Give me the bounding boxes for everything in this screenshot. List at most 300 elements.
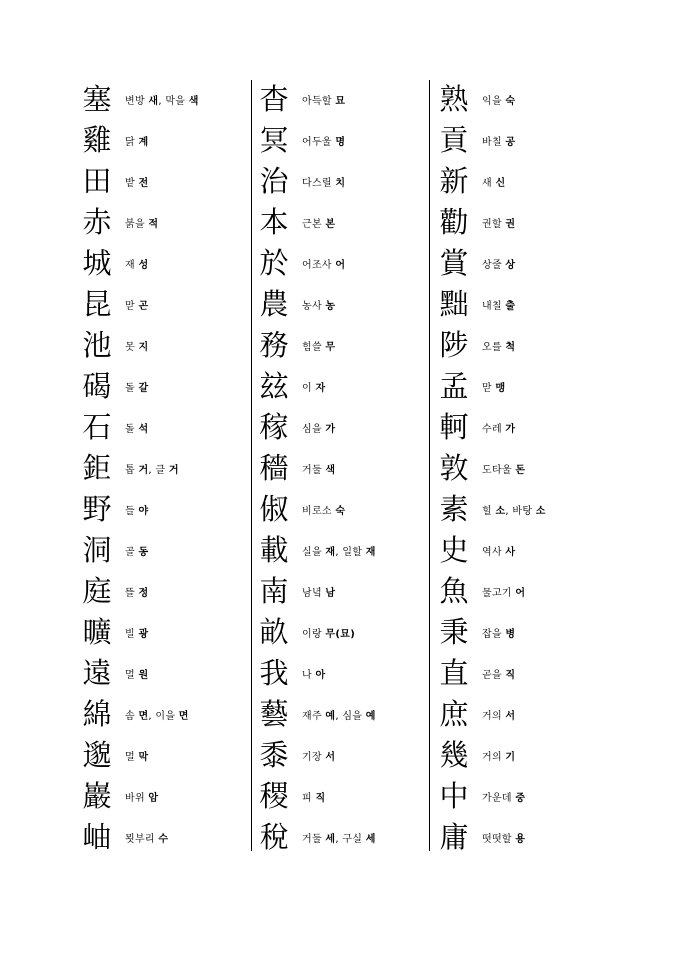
gloss-reading: 명 (335, 137, 346, 148)
hanja-character: 冥 (259, 123, 289, 157)
gloss-reading: 전 (138, 178, 149, 189)
hanja-character: 黜 (439, 287, 469, 321)
gloss-meaning: 내칠 (482, 301, 502, 312)
hanja-entry (436, 284, 608, 325)
gloss-meaning: 남녘 (302, 588, 322, 599)
hanja-gloss: 힐 소, 바탕 소 (482, 506, 546, 517)
hanja-character: 昆 (82, 287, 112, 321)
hanja-gloss (125, 584, 148, 599)
hanja-character: 庸 (439, 820, 469, 854)
hanja-column-2 (256, 79, 428, 858)
gloss-meaning: 익을 (482, 96, 502, 107)
hanja-entry (436, 448, 608, 489)
hanja-entry (79, 448, 251, 489)
hanja-gloss (482, 625, 515, 640)
gloss-meaning: 새 (482, 178, 492, 189)
gloss-meaning: 물고기 (482, 588, 512, 599)
hanja-gloss (482, 256, 515, 271)
hanja-entry (79, 776, 251, 817)
hanja-character: 務 (259, 328, 289, 362)
hanja-character: 碣 (82, 369, 112, 403)
gloss-meaning: 들 (125, 506, 135, 517)
hanja-entry (436, 530, 608, 571)
gloss-meaning: 바탕 (512, 506, 533, 517)
hanja-entry (436, 243, 608, 284)
hanja-character: 勸 (439, 205, 469, 239)
hanja-entry (436, 653, 608, 694)
hanja-entry (436, 202, 608, 243)
gloss-reading: 갈 (138, 383, 149, 394)
gloss-meaning: 가운데 (482, 793, 512, 804)
hanja-character: 藝 (259, 697, 289, 731)
hanja-character: 稅 (259, 820, 289, 854)
gloss-meaning: 닭 (125, 137, 135, 148)
hanja-entry (79, 612, 251, 653)
gloss-reading: 권 (505, 219, 516, 230)
gloss-reading: 원 (138, 670, 149, 681)
hanja-character: 俶 (259, 492, 289, 526)
gloss-reading: 암 (148, 793, 159, 804)
gloss-meaning: 기장 (302, 752, 322, 763)
gloss-reading: 색 (325, 465, 336, 476)
gloss-meaning: 거의 (482, 711, 502, 722)
hanja-entry (436, 120, 608, 161)
hanja-entry (256, 817, 428, 858)
hanja-entry (79, 407, 251, 448)
hanja-character: 邈 (82, 738, 112, 772)
gloss-meaning: 이을 (155, 711, 176, 722)
hanja-character: 庭 (82, 574, 112, 608)
hanja-gloss: 거둘 세, 구실 세 (302, 834, 376, 845)
gloss-meaning: 곧을 (482, 670, 502, 681)
gloss-meaning: 상줄 (482, 260, 502, 271)
hanja-character: 賞 (439, 246, 469, 280)
gloss-reading: 무(묘) (325, 629, 356, 640)
gloss-reading: 돈 (515, 465, 526, 476)
gloss-meaning: 멀 (125, 670, 135, 681)
hanja-entry (79, 817, 251, 858)
hanja-entry (436, 161, 608, 202)
hanja-gloss (125, 666, 148, 681)
hanja-entry (256, 79, 428, 120)
hanja-gloss: 톱 거, 클 거 (125, 465, 179, 476)
gloss-meaning: 맏 (125, 301, 135, 312)
hanja-gloss (302, 666, 325, 681)
hanja-gloss (482, 789, 525, 804)
gloss-meaning: 멀 (125, 752, 135, 763)
hanja-gloss (125, 297, 148, 312)
gloss-reading: 용 (515, 834, 526, 845)
hanja-entry (256, 284, 428, 325)
gloss-reading: 사 (505, 547, 516, 558)
hanja-character: 赤 (82, 205, 112, 239)
gloss-reading: 상 (505, 260, 516, 271)
hanja-entry (436, 325, 608, 366)
gloss-meaning: 이랑 (302, 629, 322, 640)
hanja-character: 中 (439, 779, 469, 813)
hanja-character: 史 (439, 533, 469, 567)
hanja-gloss (482, 748, 515, 763)
hanja-entry (436, 79, 608, 120)
hanja-entry (256, 776, 428, 817)
gloss-meaning: 역사 (482, 547, 502, 558)
gloss-reading: 농 (325, 301, 336, 312)
hanja-character: 洞 (82, 533, 112, 567)
hanja-character: 南 (259, 574, 289, 608)
hanja-gloss (125, 830, 168, 845)
hanja-character: 曠 (82, 615, 112, 649)
hanja-entry (256, 489, 428, 530)
gloss-reading: 광 (138, 629, 149, 640)
gloss-meaning: 붉을 (125, 219, 145, 230)
hanja-gloss (302, 789, 325, 804)
gloss-meaning: 구실 (342, 834, 363, 845)
hanja-gloss (302, 461, 335, 476)
gloss-meaning: 떳떳할 (482, 834, 512, 845)
gloss-reading: 동 (138, 547, 149, 558)
gloss-meaning: 힐 (482, 506, 492, 517)
gloss-reading: 정 (138, 588, 149, 599)
gloss-meaning: 재주 (302, 711, 322, 722)
hanja-character: 熟 (439, 82, 469, 116)
hanja-gloss (125, 379, 148, 394)
gloss-meaning: 심을 (302, 424, 322, 435)
hanja-character: 雞 (82, 123, 112, 157)
hanja-character: 城 (82, 246, 112, 280)
gloss-reading: 남 (325, 588, 336, 599)
hanja-character: 穡 (259, 451, 289, 485)
gloss-meaning: 어조사 (302, 260, 332, 271)
column-divider (251, 80, 252, 851)
hanja-character: 稷 (259, 779, 289, 813)
hanja-gloss (125, 215, 158, 230)
hanja-entry (256, 735, 428, 776)
hanja-entry (436, 571, 608, 612)
hanja-gloss (482, 584, 525, 599)
hanja-character: 畝 (259, 615, 289, 649)
gloss-meaning: 잡을 (482, 629, 502, 640)
hanja-character: 秉 (439, 615, 469, 649)
hanja-entry (79, 161, 251, 202)
gloss-meaning: 클 (155, 465, 166, 476)
column-divider (429, 80, 430, 851)
hanja-entry (79, 325, 251, 366)
gloss-reading: 신 (495, 178, 506, 189)
hanja-character: 孟 (439, 369, 469, 403)
gloss-reading: 병 (505, 629, 516, 640)
hanja-gloss: 실을 재, 일할 재 (302, 547, 376, 558)
hanja-gloss (125, 625, 148, 640)
hanja-character: 素 (439, 492, 469, 526)
gloss-reading: 무 (325, 342, 336, 353)
hanja-gloss (302, 133, 345, 148)
gloss-reading: 예 (325, 711, 336, 722)
hanja-entry (79, 530, 251, 571)
gloss-meaning: 바위 (125, 793, 145, 804)
hanja-entry (256, 202, 428, 243)
hanja-character: 塞 (82, 82, 112, 116)
gloss-reading: 재 (325, 547, 336, 558)
hanja-character: 敦 (439, 451, 469, 485)
hanja-gloss (482, 92, 515, 107)
hanja-column-3 (436, 79, 608, 858)
gloss-meaning: 실을 (302, 547, 322, 558)
gloss-meaning: 못 (125, 342, 135, 353)
gloss-reading: 석 (138, 424, 149, 435)
hanja-entry (256, 120, 428, 161)
gloss-reading: 예 (365, 711, 376, 722)
gloss-reading: 서 (325, 752, 336, 763)
hanja-gloss (302, 215, 335, 230)
gloss-reading: 척 (505, 342, 516, 353)
gloss-meaning: 어두울 (302, 137, 332, 148)
hanja-character: 陟 (439, 328, 469, 362)
hanja-gloss (482, 297, 515, 312)
hanja-character: 新 (439, 164, 469, 198)
gloss-meaning: 묏부리 (125, 834, 155, 845)
gloss-reading: 세 (365, 834, 376, 845)
gloss-reading: 숙 (505, 96, 516, 107)
gloss-meaning: 밭 (125, 178, 135, 189)
hanja-gloss (125, 256, 148, 271)
hanja-gloss (302, 748, 335, 763)
gloss-meaning: 변방 (125, 96, 145, 107)
hanja-character: 魚 (439, 574, 469, 608)
gloss-meaning: 돌 (125, 383, 135, 394)
hanja-entry (256, 653, 428, 694)
hanja-entry (436, 817, 608, 858)
hanja-gloss (482, 338, 515, 353)
gloss-reading: 아 (315, 670, 326, 681)
hanja-gloss (302, 92, 345, 107)
hanja-gloss (482, 379, 505, 394)
hanja-gloss (482, 830, 525, 845)
gloss-reading: 서 (505, 711, 516, 722)
gloss-meaning: 아득할 (302, 96, 332, 107)
hanja-gloss (125, 133, 148, 148)
hanja-entry (79, 694, 251, 735)
gloss-meaning: 골 (125, 547, 135, 558)
hanja-character: 我 (259, 656, 289, 690)
hanja-entry (256, 530, 428, 571)
gloss-reading: 지 (138, 342, 149, 353)
gloss-reading: 출 (505, 301, 516, 312)
gloss-meaning: 빌 (125, 629, 135, 640)
gloss-meaning: 솜 (125, 711, 135, 722)
gloss-reading: 직 (315, 793, 326, 804)
hanja-gloss (482, 215, 515, 230)
hanja-gloss (125, 748, 148, 763)
hanja-character: 岫 (82, 820, 112, 854)
hanja-entry (436, 407, 608, 448)
hanja-entry (256, 571, 428, 612)
hanja-gloss (125, 502, 148, 517)
gloss-meaning: 도타울 (482, 465, 512, 476)
hanja-entry (79, 120, 251, 161)
hanja-gloss (302, 420, 335, 435)
gloss-meaning: 막을 (165, 96, 186, 107)
hanja-entry (79, 571, 251, 612)
hanja-entry (256, 161, 428, 202)
gloss-reading: 야 (138, 506, 149, 517)
hanja-gloss: 재주 예, 심을 예 (302, 711, 376, 722)
hanja-gloss (482, 543, 515, 558)
hanja-gloss (482, 133, 515, 148)
hanja-gloss (302, 379, 325, 394)
hanja-character: 載 (259, 533, 289, 567)
hanja-character: 直 (439, 656, 469, 690)
hanja-character: 庶 (439, 697, 469, 731)
gloss-reading: 소 (495, 506, 506, 517)
hanja-character: 稼 (259, 410, 289, 444)
hanja-character: 農 (259, 287, 289, 321)
hanja-character: 玆 (259, 369, 289, 403)
hanja-entry (79, 735, 251, 776)
hanja-entry (436, 489, 608, 530)
gloss-reading: 재 (365, 547, 376, 558)
gloss-meaning: 뜰 (125, 588, 135, 599)
gloss-reading: 면 (138, 711, 149, 722)
gloss-meaning: 힘쓸 (302, 342, 322, 353)
gloss-meaning: 재 (125, 260, 135, 271)
hanja-entry (256, 325, 428, 366)
gloss-reading: 거 (138, 465, 149, 476)
hanja-gloss (125, 338, 148, 353)
hanja-entry (79, 653, 251, 694)
hanja-character: 鉅 (82, 451, 112, 485)
gloss-meaning: 오를 (482, 342, 502, 353)
hanja-character: 巖 (82, 779, 112, 813)
gloss-reading: 어 (515, 588, 526, 599)
hanja-character: 軻 (439, 410, 469, 444)
hanja-entry (256, 407, 428, 448)
hanja-gloss (302, 502, 345, 517)
hanja-character: 遠 (82, 656, 112, 690)
gloss-reading: 숙 (335, 506, 346, 517)
hanja-character: 綿 (82, 697, 112, 731)
gloss-reading: 가 (325, 424, 336, 435)
hanja-entry (256, 612, 428, 653)
gloss-reading: 기 (505, 752, 516, 763)
gloss-reading: 가 (505, 424, 516, 435)
hanja-entry (79, 489, 251, 530)
gloss-reading: 적 (148, 219, 159, 230)
hanja-gloss: 변방 새, 막을 색 (125, 96, 199, 107)
gloss-meaning: 거둘 (302, 465, 322, 476)
hanja-gloss (482, 461, 525, 476)
hanja-character: 杳 (259, 82, 289, 116)
hanja-entry (79, 243, 251, 284)
gloss-meaning: 맏 (482, 383, 492, 394)
hanja-entry (436, 776, 608, 817)
gloss-reading: 면 (178, 711, 189, 722)
gloss-reading: 색 (188, 96, 199, 107)
gloss-reading: 거 (168, 465, 179, 476)
hanja-gloss (125, 789, 158, 804)
hanja-entry (256, 243, 428, 284)
gloss-meaning: 농사 (302, 301, 322, 312)
hanja-entry (256, 448, 428, 489)
gloss-meaning: 수레 (482, 424, 502, 435)
gloss-meaning: 바칠 (482, 137, 502, 148)
hanja-gloss (125, 174, 148, 189)
gloss-reading: 직 (505, 670, 516, 681)
gloss-reading: 자 (315, 383, 326, 394)
gloss-reading: 치 (335, 178, 346, 189)
hanja-gloss (482, 666, 515, 681)
gloss-reading: 묘 (335, 96, 346, 107)
hanja-character: 田 (82, 164, 112, 198)
hanja-entry (79, 366, 251, 407)
hanja-character: 貢 (439, 123, 469, 157)
hanja-entry (256, 694, 428, 735)
hanja-gloss: 솜 면, 이을 면 (125, 711, 189, 722)
hanja-gloss (302, 625, 355, 640)
hanja-gloss (125, 543, 148, 558)
hanja-character: 治 (259, 164, 289, 198)
gloss-meaning: 비로소 (302, 506, 332, 517)
gloss-meaning: 이 (302, 383, 312, 394)
hanja-character: 黍 (259, 738, 289, 772)
gloss-reading: 중 (515, 793, 526, 804)
hanja-gloss (302, 297, 335, 312)
hanja-character: 幾 (439, 738, 469, 772)
gloss-reading: 성 (138, 260, 149, 271)
gloss-meaning: 심을 (342, 711, 363, 722)
gloss-reading: 계 (138, 137, 149, 148)
gloss-reading: 막 (138, 752, 149, 763)
gloss-meaning: 일할 (342, 547, 363, 558)
hanja-entry (79, 284, 251, 325)
hanja-entry (79, 79, 251, 120)
gloss-reading: 공 (505, 137, 516, 148)
hanja-entry (256, 366, 428, 407)
gloss-meaning: 톱 (125, 465, 135, 476)
hanja-entry (79, 202, 251, 243)
hanja-character: 野 (82, 492, 112, 526)
hanja-column-1 (79, 79, 251, 858)
gloss-meaning: 다스릴 (302, 178, 332, 189)
gloss-reading: 곤 (138, 301, 149, 312)
hanja-entry (436, 612, 608, 653)
gloss-meaning: 돌 (125, 424, 135, 435)
gloss-reading: 어 (335, 260, 346, 271)
hanja-gloss (302, 584, 335, 599)
gloss-meaning: 근본 (302, 219, 322, 230)
hanja-character: 本 (259, 205, 289, 239)
gloss-reading: 수 (158, 834, 169, 845)
hanja-character: 池 (82, 328, 112, 362)
gloss-reading: 본 (325, 219, 336, 230)
hanja-gloss (302, 256, 345, 271)
gloss-reading: 새 (148, 96, 159, 107)
hanja-entry (436, 694, 608, 735)
gloss-reading: 맹 (495, 383, 506, 394)
hanja-character: 於 (259, 246, 289, 280)
gloss-reading: 세 (325, 834, 336, 845)
gloss-meaning: 권할 (482, 219, 502, 230)
hanja-entry (436, 366, 608, 407)
gloss-meaning: 거의 (482, 752, 502, 763)
hanja-entry (436, 735, 608, 776)
hanja-gloss (302, 338, 335, 353)
gloss-meaning: 거둘 (302, 834, 322, 845)
hanja-gloss (482, 707, 515, 722)
hanja-gloss (125, 420, 148, 435)
hanja-character: 石 (82, 410, 112, 444)
hanja-gloss (302, 174, 345, 189)
gloss-reading: 소 (535, 506, 546, 517)
